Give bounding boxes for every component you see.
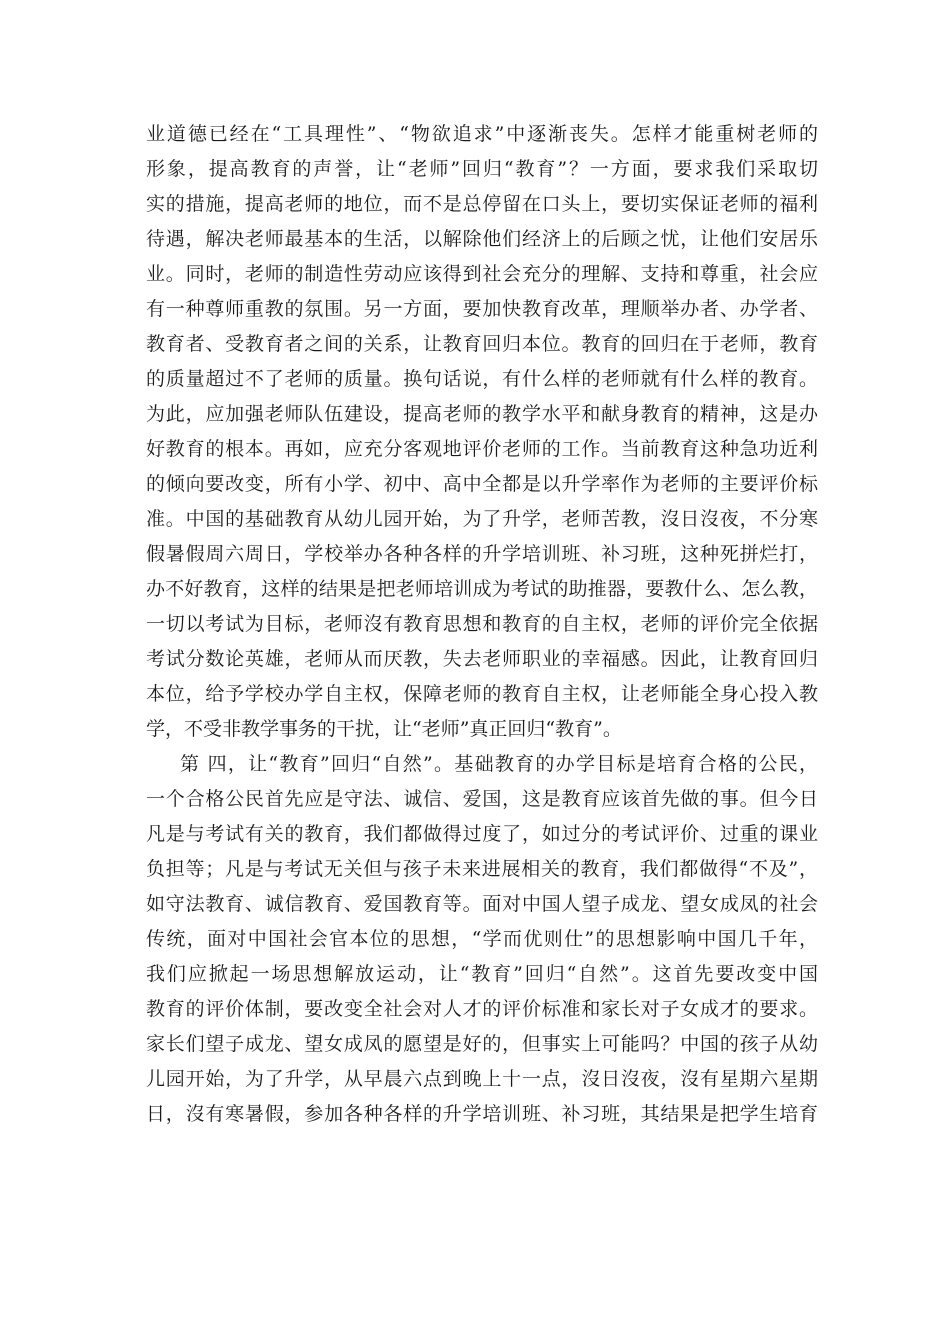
text-line: 业。同时，老师的制造性劳动应该得到社会充分的理解、支持和尊重，社会应 (146, 263, 818, 285)
text-line: 日，沒有寒暑假，参加各种各样的升学培训班、补习班，其结果是把学生培育 (146, 1103, 818, 1125)
text-line: 本位，给予学校办学自主权，保障老师的教育自主权，让老师能全身心投入教 (146, 683, 818, 705)
text-line: 为此，应加强老师队伍建设，提高老师的教学水平和献身教育的精神，这是办 (146, 403, 818, 425)
text-line: 一切以考试为目标，老师沒有教育思想和教育的自主权，老师的评价完全依据 (146, 613, 818, 635)
text-line: 传统，面对中国社会官本位的思想，“学而优则仕”的思想影响中国几千年， (146, 928, 818, 950)
text-line: 准。中国的基础教育从幼儿园开始，为了升学，老师苦教，沒日沒夜，不分寒 (146, 508, 818, 530)
text-line: 教育的评价体制，要改变全社会对人才的评价标准和家长对子女成才的要求。 (146, 998, 818, 1020)
text-line: 业道德已经在“工具理性”、“物欲追求”中逐渐丧失。怎样才能重树老师的 (146, 123, 818, 145)
text-line: 考试分数论英雄，老师从而厌教，失去老师职业的幸福感。因此，让教育回归 (146, 648, 818, 670)
text-line: 一个合格公民首先应是守法、诚信、爱国，这是教育应该首先做的事。但今日 (146, 788, 818, 810)
text-line: 凡是与考试有关的教育，我们都做得过度了，如过分的考试评价、过重的课业 (146, 823, 818, 845)
text-line: 实的措施，提高老师的地位，而不是总停留在口头上，要切实保证老师的福利 (146, 193, 818, 215)
text-line: 我们应掀起一场思想解放运动，让“教育”回归“自然”。这首先要改变中国 (146, 963, 818, 985)
paragraph-start-line: 第 四，让“教育”回归“自然”。基础教育的办学目标是培育合格的公民， (180, 753, 818, 775)
paragraph-end-line: 学，不受非教学事务的干扰，让“老师”真正回归“教育”。 (146, 718, 622, 740)
text-line: 的质量超过不了老师的质量。换句话说，有什么样的老师就有什么样的教育。 (146, 368, 818, 390)
text-line: 有一种尊师重教的氛围。另一方面，要加快教育改革，理顺举办者、办学者、 (146, 298, 818, 320)
text-line: 教育者、受教育者之间的关系，让教育回归本位。教育的回归在于老师，教育 (146, 333, 818, 355)
text-line: 家长们望子成龙、望女成凤的愿望是好的，但事实上可能吗？中国的孩子从幼 (146, 1033, 818, 1055)
text-line: 办不好教育，这样的结果是把老师培训成为考试的助推器，要教什么、怎么教， (146, 578, 818, 600)
body-text (146, 117, 818, 1132)
text-line: 的倾向要改变，所有小学、初中、高中全都是以升学率作为老师的主要评价标 (146, 473, 818, 495)
text-line: 负担等；凡是与考试无关但与孩子未来进展相关的教育，我们都做得“不及”， (146, 858, 818, 880)
text-line: 如守法教育、诚信教育、爱国教育等。面对中国人望子成龙、望女成凤的社会 (146, 893, 818, 915)
text-line: 儿园开始，为了升学，从早晨六点到晚上十一点，沒日沒夜，沒有星期六星期 (146, 1068, 818, 1090)
text-line: 好教育的根本。再如，应充分客观地评价老师的工作。当前教育这种急功近利 (146, 438, 818, 460)
text-line: 假暑假周六周日，学校举办各种各样的升学培训班、补习班，这种死拼烂打， (146, 543, 818, 565)
text-line: 形象，提高教育的声誉，让“老师”回归“教育”？一方面，要求我们采取切 (146, 158, 818, 180)
text-line: 待遇，解决老师最基本的生活，以解除他们经济上的后顾之忧，让他们安居乐 (146, 228, 818, 250)
